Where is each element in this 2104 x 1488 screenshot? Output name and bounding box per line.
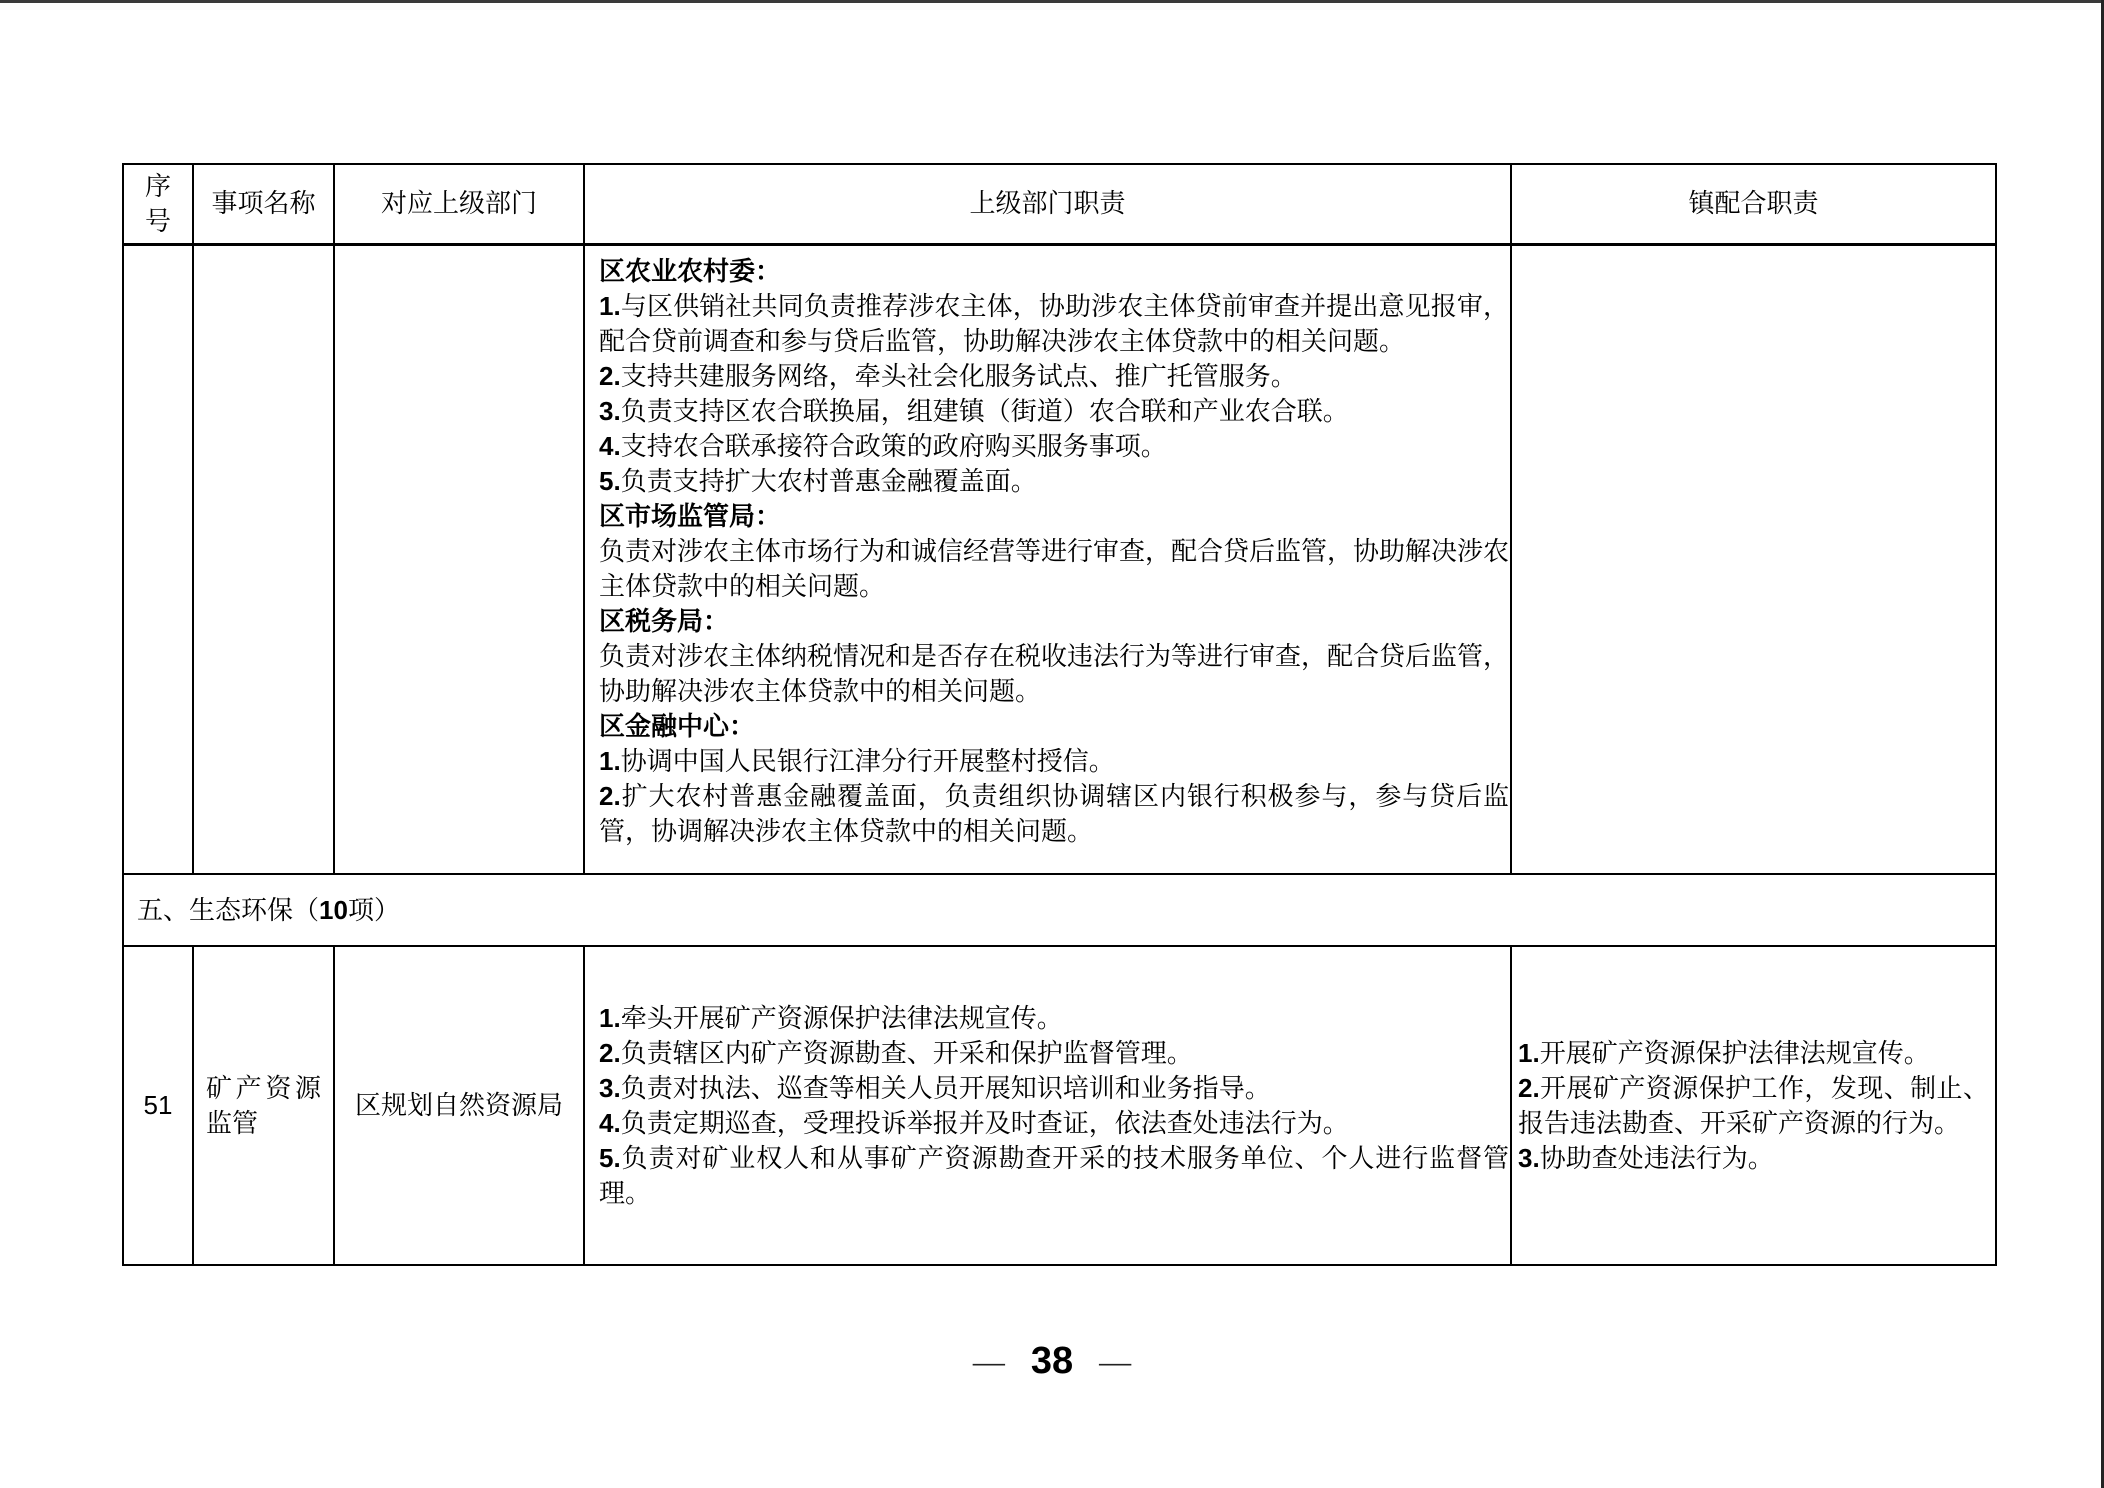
duty-item-number: 1. (1518, 1037, 1540, 1068)
cell-superior-duties (584, 244, 1511, 874)
cell-department: 区规划自然资源局 (334, 946, 584, 1265)
duty-heading: 区市场监管局： (599, 501, 782, 531)
section-count: 10 (319, 894, 348, 925)
footer-left-dash: — (972, 1343, 1005, 1379)
duty-item-number: 2. (599, 1037, 621, 1068)
column-header-department: 对应上级部门 (334, 164, 584, 244)
duty-item: 5.负责支持扩大农村普惠金融覆盖面。 (599, 465, 1037, 496)
cell-town-duties (1511, 946, 1996, 1265)
duty-item: 2.开展矿产资源保护工作，发现、制止、报告违法勘查、开采矿产资源的行为。 (1518, 1072, 1989, 1138)
table-row-section (123, 874, 1996, 946)
duty-item-number: 3. (599, 395, 621, 426)
duty-item-number: 3. (1518, 1142, 1540, 1173)
duty-item: 4.支持农合联承接符合政策的政府购买服务事项。 (599, 430, 1167, 461)
duty-item: 5.负责对矿业权人和从事矿产资源勘查开采的技术服务单位、个人进行监督管理。 (599, 1142, 1509, 1208)
duty-item: 3.负责对执法、巡查等相关人员开展知识培训和业务指导。 (599, 1072, 1271, 1103)
duty-item: 2.负责辖区内矿产资源勘查、开采和保护监督管理。 (599, 1037, 1193, 1068)
cell-department (334, 244, 584, 874)
duty-heading: 区农业农村委： (599, 256, 782, 286)
duty-item: 负责对涉农主体纳税情况和是否存在税收违法行为等进行审查，配合贷后监管，协助解决涉农主体贷款中的相关问题。 (599, 641, 1510, 706)
column-header-item: 事项名称 (193, 164, 334, 244)
duty-item-number: 1. (599, 1002, 621, 1033)
footer-right-dash: — (1099, 1343, 1132, 1379)
section-label (123, 874, 1996, 946)
page-footer (0, 1340, 2104, 1383)
section-prefix: 五、生态环保（ (137, 895, 320, 925)
duty-item-number: 2. (599, 780, 621, 811)
column-header-seq: 序号 (123, 164, 193, 244)
duty-heading: 区金融中心： (599, 711, 756, 741)
duty-item-number: 1. (599, 745, 621, 776)
duty-item-number: 3. (599, 1072, 621, 1103)
cell-item-name: 矿产资源监管 (193, 946, 334, 1265)
duty-item: 2.支持共建服务网络，牵头社会化服务试点、推广托管服务。 (599, 360, 1297, 391)
duty-item: 3.负责支持区农合联换届，组建镇（街道）农合联和产业农合联。 (599, 395, 1349, 426)
cell-seq (123, 244, 193, 874)
column-header-superior-duties: 上级部门职责 (584, 164, 1511, 244)
duty-item: 3.协助查处违法行为。 (1518, 1142, 1774, 1173)
table-row-continuation (123, 244, 1996, 874)
duty-heading: 区税务局： (599, 606, 730, 636)
table-row-51 (123, 946, 1996, 1265)
responsibility-table (122, 163, 1997, 1266)
duty-item-number: 2. (599, 360, 621, 391)
page-number: 38 (1030, 1340, 1074, 1382)
table-header-row (123, 164, 1996, 244)
column-header-town-duties: 镇配合职责 (1511, 164, 1996, 244)
duty-item-number: 5. (599, 465, 621, 496)
duty-item-number: 1. (599, 290, 621, 321)
cell-town-duties (1511, 244, 1996, 874)
duty-item: 4.负责定期巡查，受理投诉举报并及时查证，依法查处违法行为。 (599, 1107, 1349, 1138)
duty-item: 1.开展矿产资源保护法律法规宣传。 (1518, 1037, 1930, 1068)
cell-superior-duties (584, 946, 1511, 1265)
duty-item-number: 2. (1518, 1072, 1540, 1103)
duty-item: 1.牵头开展矿产资源保护法律法规宣传。 (599, 1002, 1063, 1033)
cell-item-name (193, 244, 334, 874)
duty-item-number: 5. (599, 1142, 621, 1173)
duty-item-number: 4. (599, 1107, 621, 1138)
cell-seq: 51 (123, 946, 193, 1265)
duty-item-number: 4. (599, 430, 621, 461)
duty-item: 负责对涉农主体市场行为和诚信经营等进行审查，配合贷后监管，协助解决涉农主体贷款中的相关问题。 (599, 536, 1510, 601)
section-suffix: 项） (347, 895, 400, 925)
scan-top-edge (0, 0, 2104, 3)
duty-item: 1.协调中国人民银行江津分行开展整村授信。 (599, 745, 1115, 776)
duty-item: 1.与区供销社共同负责推荐涉农主体，协助涉农主体贷前审查并提出意见报审，配合贷前调查和参与贷后监管，协助解决涉农主体贷款中的相关问题。 (599, 290, 1509, 356)
duty-item: 2.扩大农村普惠金融覆盖面，负责组织协调辖区内银行积极参与，参与贷后监管，协调解决涉农主体贷款中的相关问题。 (599, 780, 1509, 846)
